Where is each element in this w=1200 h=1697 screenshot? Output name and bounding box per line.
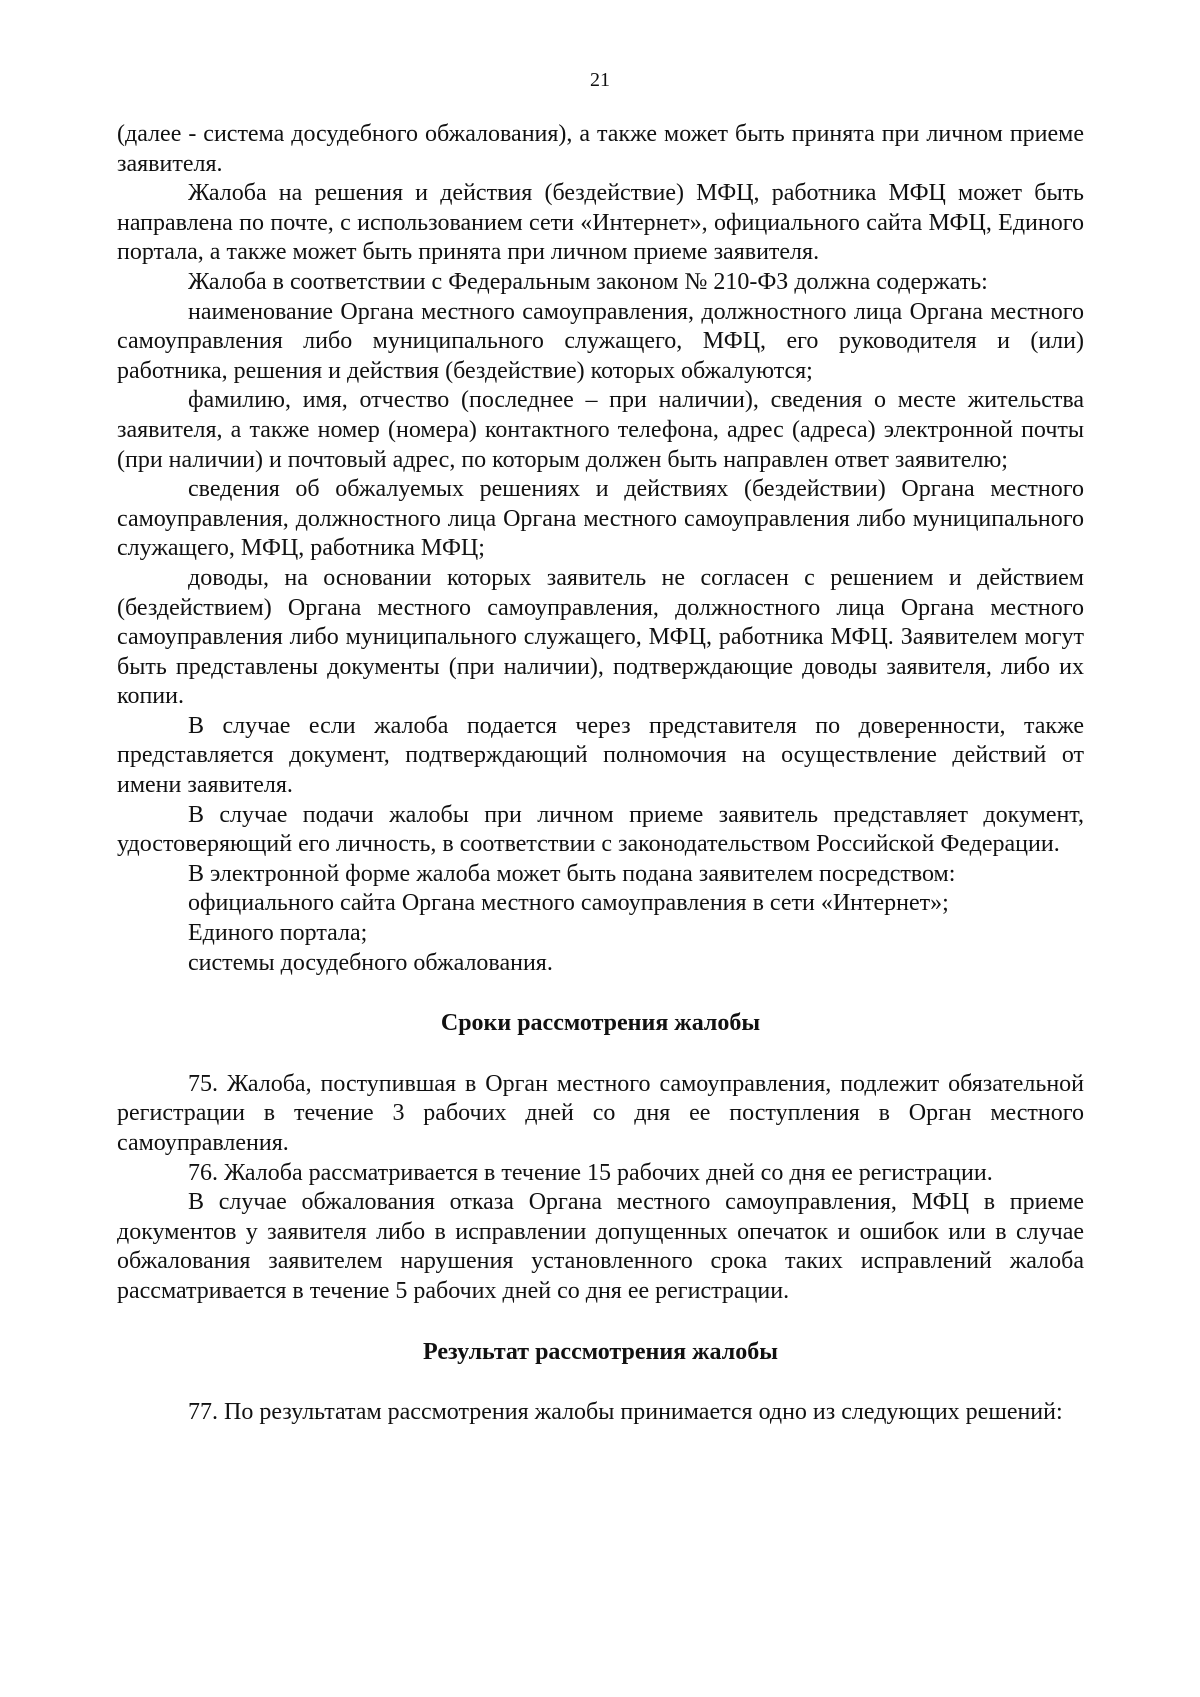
- section-heading-review-result: Результат рассмотрения жалобы: [423, 1338, 778, 1365]
- paragraph-electronic-form: В электронной форме жалоба может быть подана заявителем посредством:: [188, 860, 956, 887]
- paragraph-complaint-contents-intro: Жалоба в соответствии с Федеральным законом № 210-ФЗ должна содержать:: [188, 268, 988, 295]
- list-item-arguments: доводы, на основании которых заявитель не согласен с решением и действием (бездействием) Органа местного самоуправления, должностного лица Органа местного самоуправления либо муниципального служащего, МФЦ, работника МФЦ. Заявителем могут быть представлены документы (при наличии), подтверждающие доводы заявителя, либо их копии.: [117, 564, 1084, 710]
- list-item-decisions-info: сведения об обжалуемых решениях и действиях (бездействии) Органа местного самоуправления, должностного лица Органа местного самоуправления либо муниципального служащего, МФЦ, работника МФЦ;: [117, 476, 1084, 562]
- paragraph-mfc-complaint: Жалоба на решения и действия (бездействие) МФЦ, работника МФЦ может быть направлена по почте, с использованием сети «Интернет», официального сайта МФЦ, Единого портала, а также может быть принята при личном приеме заявителя.: [117, 180, 1084, 266]
- paragraph-77: 77. По результатам рассмотрения жалобы принимается одно из следующих решений:: [188, 1399, 1063, 1426]
- list-item-organ-name: наименование Органа местного самоуправления, должностного лица Органа местного самоуправления либо муниципального служащего, МФЦ, его руководителя и (или) работника, решения и действия (бездействие) которых обжалуются;: [117, 298, 1084, 384]
- list-item-applicant-name: фамилию, имя, отчество (последнее – при наличии), сведения о месте жительства заявителя, а также номер (номера) контактного телефона, адрес (адреса) электронной почты (при наличии) и почтовый адрес, по которым должен быть направлен ответ заявителю;: [117, 387, 1084, 473]
- paragraph-personal-reception: В случае подачи жалобы при личном приеме заявитель представляет документ, удостоверяющий его личность, в соответствии с законодательством Российской Федерации.: [117, 801, 1084, 858]
- paragraph-76: 76. Жалоба рассматривается в течение 15 рабочих дней со дня ее регистрации.: [188, 1159, 993, 1186]
- document-body: [117, 120, 1084, 1428]
- list-item-official-site: официального сайта Органа местного самоуправления в сети «Интернет»;: [188, 890, 949, 917]
- section-heading-review-terms: Сроки рассмотрения жалобы: [440, 1010, 761, 1037]
- paragraph-75: 75. Жалоба, поступившая в Орган местного самоуправления, подлежит обязательной регистрации в течение 3 рабочих дней со дня ее поступления в Орган местного самоуправления.: [117, 1070, 1084, 1156]
- paragraph-refusal-appeal: В случае обжалования отказа Органа местного самоуправления, МФЦ в приеме документов у заявителя либо в исправлении допущенных опечаток и ошибок или в случае обжалования заявителем нарушения установленного срока таких исправлений жалоба рассматривается в течение 5 рабочих дней со дня ее регистрации.: [117, 1189, 1084, 1304]
- page-number: 21: [590, 69, 610, 91]
- list-item-pretrial-system: системы досудебного обжалования.: [188, 949, 553, 976]
- paragraph-representative: В случае если жалоба подается через представителя по доверенности, также представляется документ, подтверждающий полномочия на осуществление действий от имени заявителя.: [117, 712, 1084, 799]
- list-item-unified-portal: Единого портала;: [188, 920, 368, 947]
- paragraph-continuation: (далее - система досудебного обжалования), а также может быть принята при личном приеме заявителя.: [117, 121, 1084, 177]
